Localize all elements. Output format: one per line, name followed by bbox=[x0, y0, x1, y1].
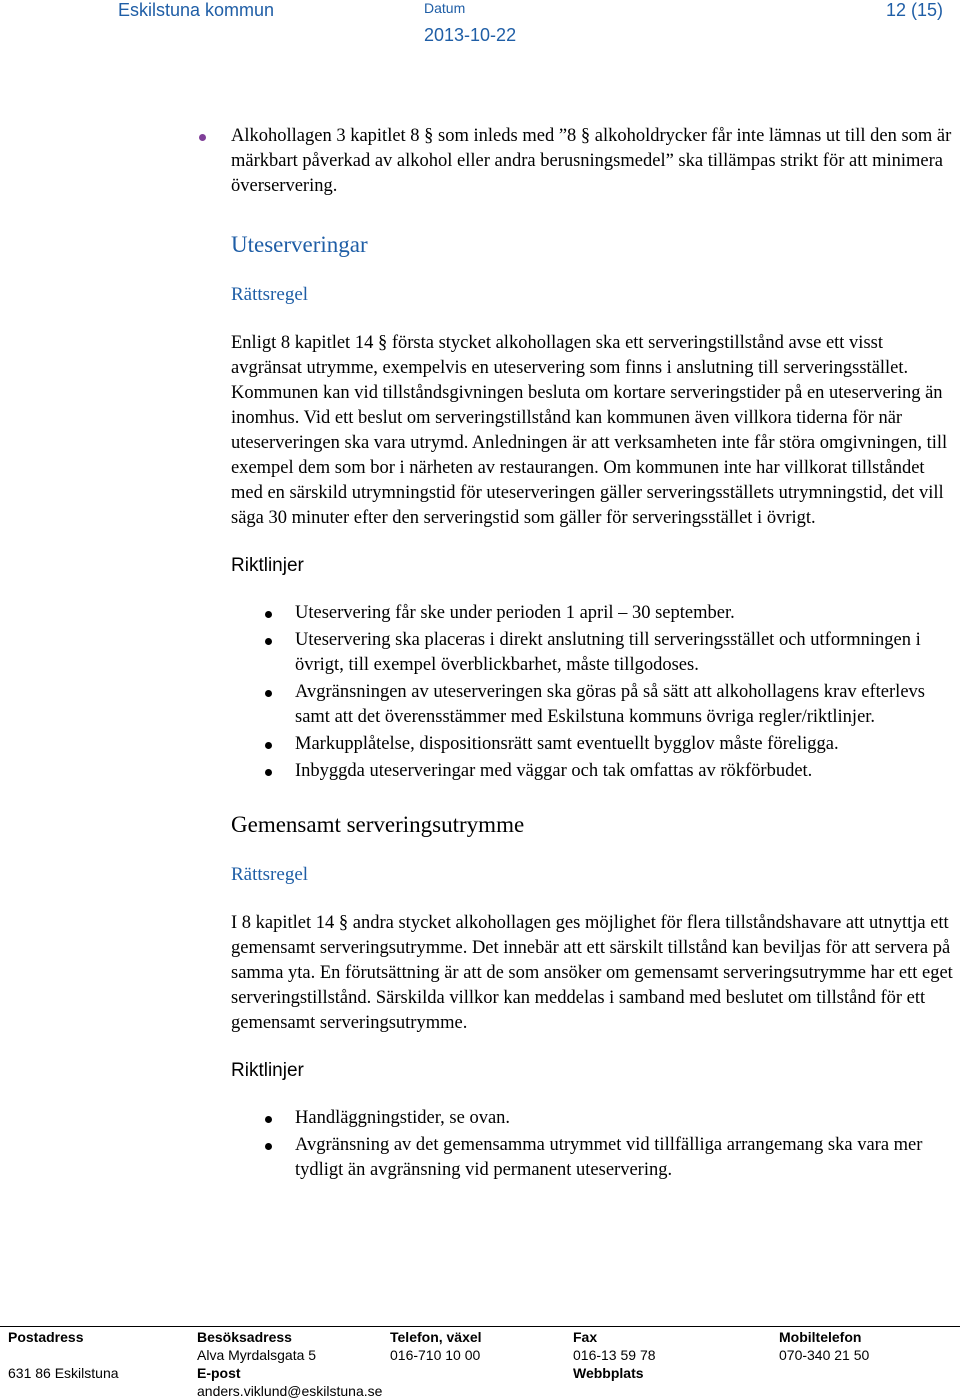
section-title-gemensamt: Gemensamt serveringsutrymme bbox=[231, 812, 525, 837]
intro-list bbox=[161, 124, 953, 199]
footer-email-value[interactable]: anders.viklund@eskilstuna.se bbox=[197, 1383, 383, 1399]
list-item bbox=[231, 732, 953, 757]
list-item-text: Uteservering får ske under perioden 1 april – 30 september. bbox=[295, 603, 735, 623]
date-label: Datum bbox=[424, 0, 466, 16]
list-item bbox=[161, 124, 953, 199]
bullet-icon bbox=[265, 742, 272, 749]
footer-postal-value: 631 86 Eskilstuna bbox=[8, 1365, 119, 1381]
page-footer bbox=[0, 1323, 960, 1399]
footer-fax-value: 016-13 59 78 bbox=[573, 1347, 656, 1363]
footer-mobile-value: 070-340 21 50 bbox=[779, 1347, 870, 1363]
list-item bbox=[231, 680, 953, 730]
list-item-text: Avgränsningen av uteserveringen ska göras på så sätt att alkohollagens krav efterlevs samt att det överensstämmer med Eskilstuna kommuns övriga regler/riktlinjer. bbox=[295, 682, 925, 727]
bullet-icon bbox=[265, 1116, 272, 1123]
list-item-text: Avgränsning av det gemensamma utrymmet vid tillfälliga arrangemang ska vara mer tydligt än avgränsning vid permanent uteservering. bbox=[295, 1135, 923, 1180]
list-item bbox=[231, 601, 953, 626]
bullet-icon bbox=[265, 769, 272, 776]
guideline-list bbox=[231, 601, 953, 784]
bullet-icon bbox=[265, 638, 272, 645]
list-item-text: Alkohollagen 3 kapitlet 8 § som inleds med ”8 § alkoholdrycker får inte lämnas ut till den som är märkbart påverkad av alkohol eller andra berusningsmedel” ska tillämpas strikt för att minimera överservering. bbox=[231, 126, 952, 196]
document-body bbox=[231, 124, 953, 1183]
subheading-riktlinjer: Riktlinjer bbox=[231, 555, 304, 576]
guideline-list bbox=[231, 1106, 953, 1183]
bullet-icon bbox=[265, 690, 272, 697]
document-date: 2013-10-22 bbox=[424, 25, 517, 45]
footer-divider bbox=[0, 1326, 960, 1327]
bullet-icon bbox=[265, 1143, 272, 1150]
rule-paragraph: I 8 kapitlet 14 § andra stycket alkohollagen ges möjlighet för flera tillståndshavare att utnyttja ett gemensamt serveringsutrymme. Det innebär att ett särskilt tillstånd kan beviljas för att servera på samma yta. En förutsättning är att de som ansöker om gemensamt serveringsutrymme har ett eget serveringstillstånd. Särskilda villkor kan meddelas i samband med beslutet om tillstånd för ett gemensamt serveringsutrymme. bbox=[231, 913, 953, 1033]
footer-postal-label: Postadress bbox=[8, 1329, 84, 1345]
footer-fax-label: Fax bbox=[573, 1329, 598, 1345]
subheading-rattsregel: Rättsregel bbox=[231, 284, 309, 305]
list-item bbox=[231, 628, 953, 678]
footer-phone-value: 016-710 10 00 bbox=[390, 1347, 481, 1363]
organization-name: Eskilstuna kommun bbox=[118, 0, 275, 20]
footer-visit-value: Alva Myrdalsgata 5 bbox=[197, 1347, 317, 1363]
page-header bbox=[0, 0, 960, 50]
list-item-text: Markupplåtelse, dispositionsrätt samt eventuellt bygglov måste föreligga. bbox=[295, 734, 839, 754]
list-item-text: Uteservering ska placeras i direkt anslutning till serveringsstället och utformningen i övrigt, till exempel överblickbarhet, måste tillgodoses. bbox=[295, 630, 921, 675]
list-item-text: Inbyggda uteserveringar med väggar och tak omfattas av rökförbudet. bbox=[295, 761, 813, 781]
bullet-icon bbox=[265, 611, 272, 618]
footer-mobile-label: Mobiltelefon bbox=[779, 1329, 862, 1345]
rule-paragraph: Enligt 8 kapitlet 14 § första stycket alkohollagen ska ett serveringstillstånd avse ett visst avgränsat utrymme, exempelvis en uteservering som finns i anslutning till serveringsstället. Kommunen kan vid tillståndsgivningen besluta om kortare serveringstider på en uteservering än inomhus. Vid ett beslut om serveringstillstånd kan kommunen även villkora tiderna för när uteserveringen ska vara utrymd. Anledningen är att verksamheten inte får störa omgivningen, till exempel dem som bor i närheten av restaurangen. Om kommunen inte har villkorat tillståndet med en särskild utrymningstid för uteserveringen gäller serveringsställets utrymningstid, det vill säga 30 minuter efter den serveringstid som gäller för serveringsstället i övrigt. bbox=[231, 333, 948, 528]
section-title-uteserveringar: Uteserveringar bbox=[231, 232, 368, 257]
footer-web-label: Webbplats bbox=[573, 1365, 644, 1381]
bullet-icon bbox=[199, 134, 206, 141]
subheading-rattsregel: Rättsregel bbox=[231, 864, 309, 885]
list-item-text: Handläggningstider, se ovan. bbox=[295, 1108, 511, 1128]
list-item bbox=[231, 759, 953, 784]
page-number: 12 (15) bbox=[885, 0, 943, 20]
footer-phone-label: Telefon, växel bbox=[390, 1329, 482, 1345]
list-item bbox=[231, 1133, 953, 1183]
subheading-riktlinjer: Riktlinjer bbox=[231, 1060, 304, 1081]
list-item bbox=[231, 1106, 953, 1131]
footer-visit-label: Besöksadress bbox=[197, 1329, 292, 1345]
footer-email-label: E-post bbox=[197, 1365, 241, 1381]
